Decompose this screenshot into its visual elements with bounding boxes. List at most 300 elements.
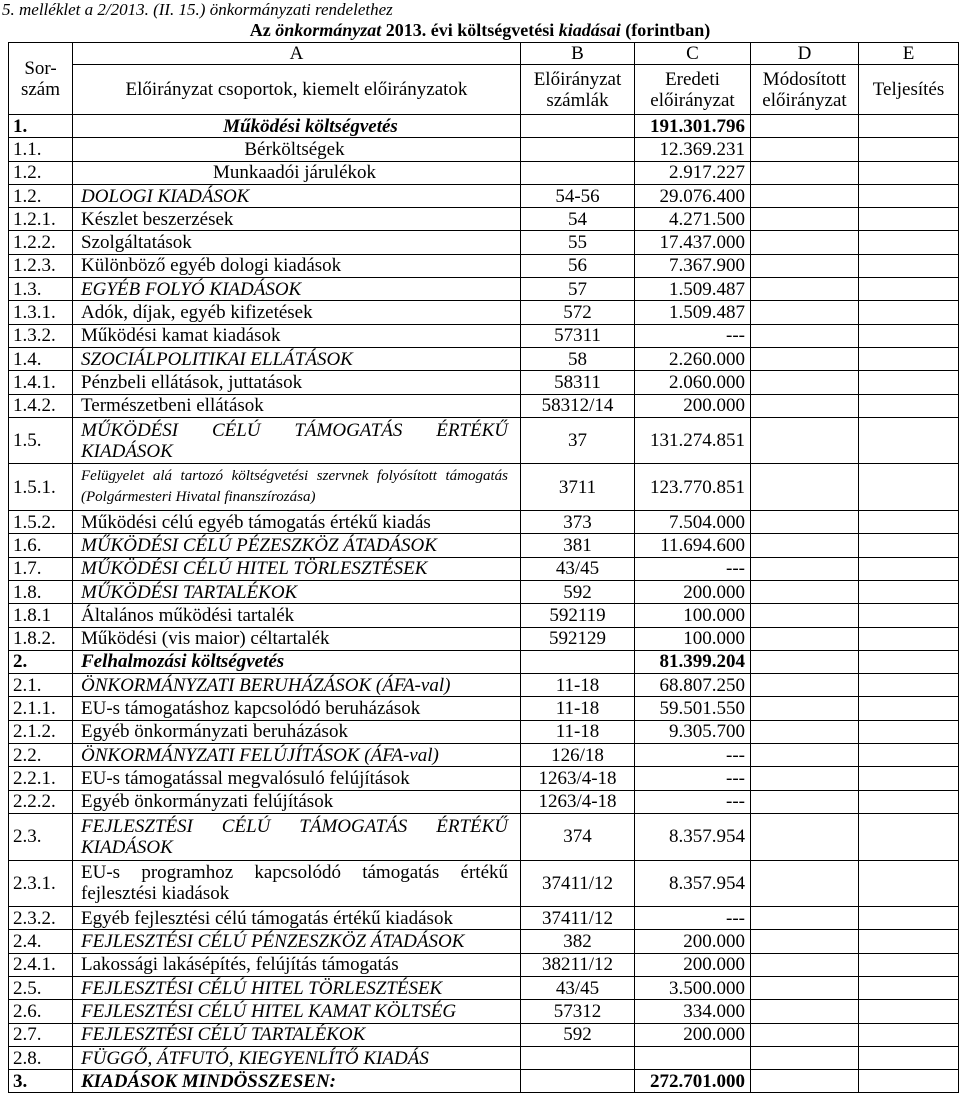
budget-table xyxy=(8,42,959,1093)
account-code: 43/45 xyxy=(521,976,635,999)
original-appropriation: 81.399.204 xyxy=(635,650,751,673)
row-number: 1.5.2. xyxy=(9,511,73,534)
account-code xyxy=(521,138,635,161)
header-line: Sor- xyxy=(24,57,57,79)
row-label: Adók, díjak, egyéb kifizetések xyxy=(73,301,521,324)
account-code: 126/18 xyxy=(521,744,635,767)
row-label: FEJLESZTÉSI CÉLÚ TARTALÉKOK xyxy=(73,1023,521,1046)
row-label-line: KIADÁSOK xyxy=(81,440,173,462)
original-appropriation: 200.000 xyxy=(635,953,751,976)
table-row xyxy=(9,1070,959,1093)
table-row xyxy=(9,860,959,907)
row-label: ÖNKORMÁNYZATI BERUHÁZÁSOK (ÁFA-val) xyxy=(73,674,521,697)
row-number: 1.8.2. xyxy=(9,627,73,650)
account-code xyxy=(521,650,635,673)
row-number: 1.3.1. xyxy=(9,301,73,324)
row-label-line: (Polgármesteri Hivatal finanszírozása) xyxy=(81,489,316,506)
completion xyxy=(859,371,959,394)
row-label: FEJLESZTÉSI CÉLÚ HITEL KAMAT KÖLTSÉG xyxy=(73,1000,521,1023)
table-row xyxy=(9,464,959,511)
modified-appropriation xyxy=(751,720,859,743)
modified-appropriation xyxy=(751,417,859,464)
account-code: 57312 xyxy=(521,1000,635,1023)
row-label: Egyéb önkormányzati beruházások xyxy=(73,720,521,743)
column-letter-a: A xyxy=(73,43,521,65)
original-appropriation: 200.000 xyxy=(635,580,751,603)
account-code: 11-18 xyxy=(521,697,635,720)
completion xyxy=(859,161,959,184)
completion xyxy=(859,604,959,627)
account-code: 1263/4-18 xyxy=(521,767,635,790)
row-label: EU-s támogatással megvalósuló felújítások xyxy=(73,767,521,790)
account-code: 592 xyxy=(521,580,635,603)
account-code: 37411/12 xyxy=(521,907,635,930)
table-row xyxy=(9,930,959,953)
table-row xyxy=(9,557,959,580)
account-code: 592129 xyxy=(521,627,635,650)
completion xyxy=(859,580,959,603)
row-label: FÜGGŐ, ÁTFUTÓ, KIEGYENLÍTŐ KIADÁS xyxy=(73,1046,521,1069)
modified-appropriation xyxy=(751,930,859,953)
row-number: 2.3.1. xyxy=(9,860,73,907)
row-number: 1.4.2. xyxy=(9,394,73,417)
table-row xyxy=(9,767,959,790)
modified-appropriation xyxy=(751,394,859,417)
header-row-number xyxy=(9,43,73,115)
original-appropriation xyxy=(635,1046,751,1069)
row-label: Működési kamat kiadások xyxy=(73,324,521,347)
row-label: SZOCIÁLPOLITIKAI ELLÁTÁSOK xyxy=(73,347,521,370)
header-modified-appropriation xyxy=(751,65,859,115)
table-row xyxy=(9,394,959,417)
row-number: 1.7. xyxy=(9,557,73,580)
account-code: 374 xyxy=(521,813,635,860)
row-number: 2.3. xyxy=(9,813,73,860)
table-row xyxy=(9,417,959,464)
column-letter-e: E xyxy=(859,43,959,65)
account-code: 1263/4-18 xyxy=(521,790,635,813)
account-code: 57311 xyxy=(521,324,635,347)
header-completion: Teljesítés xyxy=(859,65,959,115)
row-label: FEJLESZTÉSI CÉLÚ PÉNZESZKÖZ ÁTADÁSOK xyxy=(73,930,521,953)
row-number: 1.8. xyxy=(9,580,73,603)
completion xyxy=(859,930,959,953)
modified-appropriation xyxy=(751,580,859,603)
table-row xyxy=(9,1023,959,1046)
completion xyxy=(859,976,959,999)
original-appropriation: 2.917.227 xyxy=(635,161,751,184)
modified-appropriation xyxy=(751,1023,859,1046)
modified-appropriation xyxy=(751,1000,859,1023)
row-number: 2.8. xyxy=(9,1046,73,1069)
title-part: 2013. évi költségvetési xyxy=(381,20,559,40)
row-number: 3. xyxy=(9,1070,73,1093)
header-line: előirányzat xyxy=(650,89,735,111)
completion xyxy=(859,1000,959,1023)
original-appropriation: 17.437.000 xyxy=(635,231,751,254)
completion xyxy=(859,650,959,673)
header-appropriation-groups: Előirányzat csoportok, kiemelt előirányzatok xyxy=(73,65,521,115)
account-code xyxy=(521,161,635,184)
header-row-letters xyxy=(9,43,959,65)
modified-appropriation xyxy=(751,347,859,370)
row-label: Működési költségvetés xyxy=(73,115,521,138)
column-letter-b: B xyxy=(521,43,635,65)
table-row xyxy=(9,184,959,207)
row-number: 1.2.3. xyxy=(9,254,73,277)
row-number: 2. xyxy=(9,650,73,673)
row-label: Működési célú egyéb támogatás értékű kiadás xyxy=(73,511,521,534)
account-code: 572 xyxy=(521,301,635,324)
row-number: 1.2.1. xyxy=(9,208,73,231)
table-row xyxy=(9,604,959,627)
table-row xyxy=(9,1046,959,1069)
completion xyxy=(859,697,959,720)
table-row xyxy=(9,627,959,650)
original-appropriation: 100.000 xyxy=(635,627,751,650)
original-appropriation: 4.271.500 xyxy=(635,208,751,231)
row-label xyxy=(73,860,521,907)
table-row xyxy=(9,953,959,976)
table-row xyxy=(9,161,959,184)
row-label: MŰKÖDÉSI TARTALÉKOK xyxy=(73,580,521,603)
completion xyxy=(859,324,959,347)
row-number: 1.1. xyxy=(9,138,73,161)
title-part: kiadásai xyxy=(558,20,621,40)
table-row xyxy=(9,1000,959,1023)
header-row-labels xyxy=(9,65,959,115)
completion xyxy=(859,767,959,790)
row-label: Egyéb fejlesztési célú támogatás értékű kiadások xyxy=(73,907,521,930)
row-label: Felhalmozási költségvetés xyxy=(73,650,521,673)
row-number: 1.6. xyxy=(9,534,73,557)
original-appropriation: 1.509.487 xyxy=(635,301,751,324)
account-code: 381 xyxy=(521,534,635,557)
account-code: 37 xyxy=(521,417,635,464)
row-number: 1.4. xyxy=(9,347,73,370)
table-row xyxy=(9,697,959,720)
original-appropriation: 7.504.000 xyxy=(635,511,751,534)
row-number: 2.1. xyxy=(9,674,73,697)
table-row xyxy=(9,301,959,324)
table-row xyxy=(9,907,959,930)
completion xyxy=(859,208,959,231)
row-label: Különböző egyéb dologi kiadások xyxy=(73,254,521,277)
row-label: Szolgáltatások xyxy=(73,231,521,254)
account-code: 54-56 xyxy=(521,184,635,207)
row-label: Természetbeni ellátások xyxy=(73,394,521,417)
completion xyxy=(859,254,959,277)
row-label: MŰKÖDÉSI CÉLÚ PÉZESZKÖZ ÁTADÁSOK xyxy=(73,534,521,557)
account-code: 43/45 xyxy=(521,557,635,580)
modified-appropriation xyxy=(751,790,859,813)
row-label-line: Felügyelet alá tartozó költségvetési szervnek folyósított támogatás xyxy=(81,468,508,485)
original-appropriation: 200.000 xyxy=(635,930,751,953)
modified-appropriation xyxy=(751,115,859,138)
modified-appropriation xyxy=(751,744,859,767)
row-number: 1.5.1. xyxy=(9,464,73,511)
completion xyxy=(859,464,959,511)
modified-appropriation xyxy=(751,976,859,999)
original-appropriation: 3.500.000 xyxy=(635,976,751,999)
row-label: EU-s támogatáshoz kapcsolódó beruházások xyxy=(73,697,521,720)
completion xyxy=(859,720,959,743)
account-code: 382 xyxy=(521,930,635,953)
account-code: 37411/12 xyxy=(521,860,635,907)
row-number: 2.2. xyxy=(9,744,73,767)
completion xyxy=(859,953,959,976)
row-label-line: FEJLESZTÉSI CÉLÚ TÁMOGATÁS ÉRTÉKŰ xyxy=(81,815,508,837)
row-number: 1.2.2. xyxy=(9,231,73,254)
account-code: 11-18 xyxy=(521,674,635,697)
row-number: 2.1.2. xyxy=(9,720,73,743)
table-row xyxy=(9,580,959,603)
account-code: 3711 xyxy=(521,464,635,511)
original-appropriation: 123.770.851 xyxy=(635,464,751,511)
account-code: 11-18 xyxy=(521,720,635,743)
row-number: 1.5. xyxy=(9,417,73,464)
table-row xyxy=(9,534,959,557)
header-line: Előirányzat xyxy=(533,68,622,90)
modified-appropriation xyxy=(751,324,859,347)
row-label: Munkaadói járulékok xyxy=(73,161,521,184)
original-appropriation: 7.367.900 xyxy=(635,254,751,277)
table-body xyxy=(9,115,959,1093)
account-code: 55 xyxy=(521,231,635,254)
modified-appropriation xyxy=(751,254,859,277)
completion xyxy=(859,278,959,301)
account-code xyxy=(521,115,635,138)
annex-reference: 5. melléklet a 2/2013. (II. 15.) önkormányzati rendelethez xyxy=(2,0,393,19)
row-number: 1.2. xyxy=(9,161,73,184)
row-number: 1.3. xyxy=(9,278,73,301)
original-appropriation: 8.357.954 xyxy=(635,860,751,907)
completion xyxy=(859,674,959,697)
completion xyxy=(859,534,959,557)
table-row xyxy=(9,371,959,394)
row-number: 2.6. xyxy=(9,1000,73,1023)
original-appropriation: --- xyxy=(635,790,751,813)
completion xyxy=(859,115,959,138)
completion xyxy=(859,907,959,930)
row-number: 1. xyxy=(9,115,73,138)
original-appropriation: 12.369.231 xyxy=(635,138,751,161)
row-number: 1.4.1. xyxy=(9,371,73,394)
account-code: 592119 xyxy=(521,604,635,627)
row-label-line: fejlesztési kiadások xyxy=(81,883,230,905)
row-number: 2.3.2. xyxy=(9,907,73,930)
modified-appropriation xyxy=(751,161,859,184)
original-appropriation: --- xyxy=(635,324,751,347)
completion xyxy=(859,417,959,464)
table-row xyxy=(9,324,959,347)
modified-appropriation xyxy=(751,907,859,930)
table-row xyxy=(9,115,959,138)
modified-appropriation xyxy=(751,674,859,697)
table-row xyxy=(9,254,959,277)
row-label: Egyéb önkormányzati felújítások xyxy=(73,790,521,813)
modified-appropriation xyxy=(751,371,859,394)
row-label-line: MŰKÖDÉSI CÉLÚ TÁMOGATÁS ÉRTÉKŰ xyxy=(81,419,508,441)
modified-appropriation xyxy=(751,860,859,907)
table-row xyxy=(9,208,959,231)
account-code: 58312/14 xyxy=(521,394,635,417)
completion xyxy=(859,1070,959,1093)
modified-appropriation xyxy=(751,464,859,511)
modified-appropriation xyxy=(751,208,859,231)
completion xyxy=(859,301,959,324)
row-number: 1.2. xyxy=(9,184,73,207)
modified-appropriation xyxy=(751,278,859,301)
completion xyxy=(859,394,959,417)
title-part: önkormányzat xyxy=(275,20,382,40)
original-appropriation: 100.000 xyxy=(635,604,751,627)
table-row xyxy=(9,138,959,161)
completion xyxy=(859,557,959,580)
header-appropriation-accounts xyxy=(521,65,635,115)
original-appropriation: 29.076.400 xyxy=(635,184,751,207)
row-label: Készlet beszerzések xyxy=(73,208,521,231)
modified-appropriation xyxy=(751,557,859,580)
table-row xyxy=(9,231,959,254)
completion xyxy=(859,860,959,907)
row-number: 2.1.1. xyxy=(9,697,73,720)
modified-appropriation xyxy=(751,534,859,557)
row-number: 2.5. xyxy=(9,976,73,999)
row-label xyxy=(73,813,521,860)
modified-appropriation xyxy=(751,1070,859,1093)
completion xyxy=(859,627,959,650)
row-label: KIADÁSOK MINDÖSSZESEN: xyxy=(73,1070,521,1093)
table-row xyxy=(9,278,959,301)
account-code: 58 xyxy=(521,347,635,370)
original-appropriation: 200.000 xyxy=(635,394,751,417)
header-original-appropriation xyxy=(635,65,751,115)
modified-appropriation xyxy=(751,138,859,161)
row-label: Általános működési tartalék xyxy=(73,604,521,627)
modified-appropriation xyxy=(751,511,859,534)
completion xyxy=(859,790,959,813)
table-row xyxy=(9,976,959,999)
modified-appropriation xyxy=(751,1046,859,1069)
modified-appropriation xyxy=(751,767,859,790)
table-row xyxy=(9,347,959,370)
row-label: Lakossági lakásépítés, felújítás támogatás xyxy=(73,953,521,976)
row-number: 2.7. xyxy=(9,1023,73,1046)
row-number: 2.2.1. xyxy=(9,767,73,790)
original-appropriation: 11.694.600 xyxy=(635,534,751,557)
original-appropriation: 1.509.487 xyxy=(635,278,751,301)
title-part: (forintban) xyxy=(620,20,711,40)
column-letter-d: D xyxy=(751,43,859,65)
row-label: FEJLESZTÉSI CÉLÚ HITEL TÖRLESZTÉSEK xyxy=(73,976,521,999)
original-appropriation: 272.701.000 xyxy=(635,1070,751,1093)
account-code: 373 xyxy=(521,511,635,534)
modified-appropriation xyxy=(751,697,859,720)
row-label-line: KIADÁSOK xyxy=(81,836,173,858)
original-appropriation: 8.357.954 xyxy=(635,813,751,860)
completion xyxy=(859,1046,959,1069)
original-appropriation: 59.501.550 xyxy=(635,697,751,720)
original-appropriation: 68.807.250 xyxy=(635,674,751,697)
original-appropriation: 200.000 xyxy=(635,1023,751,1046)
account-code: 58311 xyxy=(521,371,635,394)
table-row xyxy=(9,511,959,534)
table-row xyxy=(9,674,959,697)
original-appropriation: 334.000 xyxy=(635,1000,751,1023)
row-label: Működési (vis maior) céltartalék xyxy=(73,627,521,650)
original-appropriation: --- xyxy=(635,767,751,790)
row-label: ÖNKORMÁNYZATI FELÚJÍTÁSOK (ÁFA-val) xyxy=(73,744,521,767)
header-line: Módosított xyxy=(762,68,847,90)
row-label-line: EU-s programhoz kapcsolódó támogatás értékű xyxy=(81,862,508,884)
table-header xyxy=(9,43,959,115)
account-code xyxy=(521,1046,635,1069)
row-label xyxy=(73,417,521,464)
completion xyxy=(859,138,959,161)
row-number: 2.2.2. xyxy=(9,790,73,813)
modified-appropriation xyxy=(751,813,859,860)
completion xyxy=(859,813,959,860)
row-label: DOLOGI KIADÁSOK xyxy=(73,184,521,207)
row-number: 2.4. xyxy=(9,930,73,953)
completion xyxy=(859,184,959,207)
original-appropriation: 191.301.796 xyxy=(635,115,751,138)
modified-appropriation xyxy=(751,301,859,324)
original-appropriation: 2.060.000 xyxy=(635,371,751,394)
account-code: 54 xyxy=(521,208,635,231)
header-line: számlák xyxy=(546,89,609,111)
table-row xyxy=(9,720,959,743)
row-label: MŰKÖDÉSI CÉLÚ HITEL TÖRLESZTÉSEK xyxy=(73,557,521,580)
modified-appropriation xyxy=(751,231,859,254)
modified-appropriation xyxy=(751,604,859,627)
page-title xyxy=(30,19,930,41)
row-number: 1.3.2. xyxy=(9,324,73,347)
account-code: 38211/12 xyxy=(521,953,635,976)
row-number: 1.8.1 xyxy=(9,604,73,627)
row-label: Pénzbeli ellátások, juttatások xyxy=(73,371,521,394)
header-line: szám xyxy=(20,78,61,100)
table-row xyxy=(9,650,959,673)
modified-appropriation xyxy=(751,627,859,650)
original-appropriation: 2.260.000 xyxy=(635,347,751,370)
completion xyxy=(859,231,959,254)
table-row xyxy=(9,744,959,767)
column-letter-c: C xyxy=(635,43,751,65)
row-number: 2.4.1. xyxy=(9,953,73,976)
completion xyxy=(859,511,959,534)
header-line: előirányzat xyxy=(762,89,847,111)
account-code: 592 xyxy=(521,1023,635,1046)
row-label: Bérköltségek xyxy=(73,138,521,161)
original-appropriation: 131.274.851 xyxy=(635,417,751,464)
original-appropriation: 9.305.700 xyxy=(635,720,751,743)
original-appropriation: --- xyxy=(635,907,751,930)
row-label xyxy=(73,464,521,511)
table-row xyxy=(9,813,959,860)
original-appropriation: --- xyxy=(635,744,751,767)
title-part: Az xyxy=(249,20,276,40)
row-label: EGYÉB FOLYÓ KIADÁSOK xyxy=(73,278,521,301)
modified-appropriation xyxy=(751,953,859,976)
modified-appropriation xyxy=(751,650,859,673)
completion xyxy=(859,347,959,370)
account-code: 57 xyxy=(521,278,635,301)
table-row xyxy=(9,790,959,813)
account-code xyxy=(521,1070,635,1093)
header-line: Eredeti xyxy=(665,68,720,90)
